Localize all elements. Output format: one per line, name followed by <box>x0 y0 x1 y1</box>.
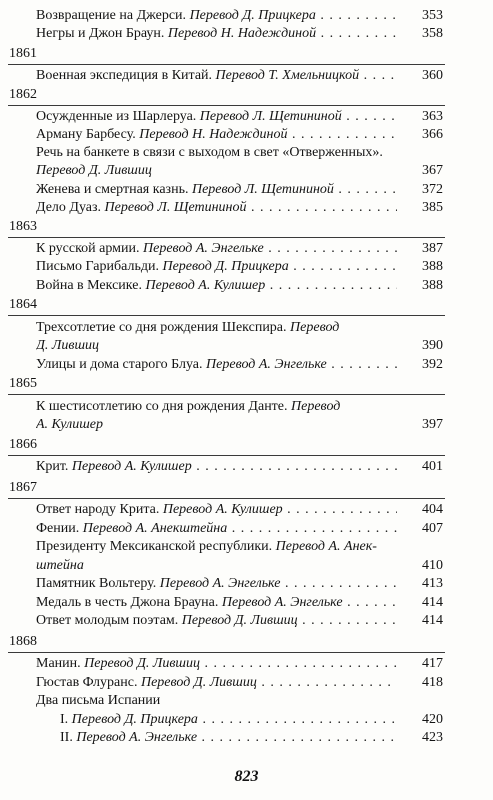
toc-entry <box>36 257 443 277</box>
toc-entry <box>36 107 443 127</box>
entry-text <box>36 143 443 163</box>
entry-page-number: 420 <box>422 712 443 727</box>
section-divider <box>8 455 445 456</box>
section-divider <box>8 652 445 653</box>
entry-text <box>36 336 397 356</box>
entry-translator: Перевод <box>290 320 340 335</box>
entry-page-number: 360 <box>422 68 443 83</box>
entry-text <box>36 107 397 127</box>
entry-text <box>36 161 397 181</box>
entry-translator: Перевод Д. Прицкера <box>71 712 198 727</box>
entry-translator: Перевод А. Кулишер <box>162 502 283 517</box>
entry-text <box>36 125 397 145</box>
year-heading: 1863 <box>9 219 37 234</box>
entry-title: Дело Дуаз. <box>36 200 102 215</box>
entry-page-number: 410 <box>422 558 443 573</box>
entry-translator: Перевод А. Энгельке <box>143 241 264 256</box>
toc-entry <box>36 654 443 674</box>
entry-text <box>36 611 397 631</box>
entry-text <box>36 180 397 200</box>
entry-text <box>36 457 397 477</box>
section-divider <box>8 315 445 316</box>
entry-translator: Перевод Д. Лившиц <box>84 656 201 671</box>
entry-title: К русской армии. <box>36 241 140 256</box>
entry-text <box>36 239 397 259</box>
entry-translator: Перевод А. Энгельке <box>76 730 198 745</box>
page-number: 823 <box>234 768 259 785</box>
entry-translator: Д. Лившиц <box>36 338 100 353</box>
entry-translator: Перевод А. Анекштейна <box>82 521 228 536</box>
year-heading: 1868 <box>9 634 37 649</box>
entry-title: Возвращение на Джерси. <box>36 8 187 23</box>
year-heading: 1866 <box>9 437 37 452</box>
entry-title: Женева и смертная казнь. <box>36 182 189 197</box>
entry-text <box>36 593 397 613</box>
entry-text <box>36 355 397 375</box>
toc-entry <box>60 710 443 730</box>
entry-title: Трехсотлетие со дня рождения Шекспира. <box>36 320 287 335</box>
year-heading: 1861 <box>9 46 37 61</box>
entry-text <box>36 654 397 674</box>
toc-entry <box>36 500 443 520</box>
toc-entry <box>36 180 443 200</box>
entry-page-number: 414 <box>422 613 443 628</box>
entry-translator: Перевод Л. Щетининой <box>104 200 247 215</box>
entry-page-number: 414 <box>422 595 443 610</box>
section-divider <box>8 498 445 499</box>
entry-text <box>60 728 397 748</box>
entry-page-number: 388 <box>422 278 443 293</box>
toc-entry <box>36 239 443 259</box>
section-divider <box>8 237 445 238</box>
entry-translator: штейна <box>36 558 84 573</box>
toc-entry <box>36 198 443 218</box>
entry-translator: Перевод Н. Надеждиной <box>167 26 317 41</box>
entry-translator: Перевод Д. Лившиц <box>181 613 298 628</box>
entry-title: Улицы и дома старого Блуа. <box>36 357 203 372</box>
entry-title: II. <box>60 730 73 745</box>
entry-title: Письмо Гарибальди. <box>36 259 159 274</box>
entry-text <box>36 673 397 693</box>
entry-title: Осужденные из Шарлеруа. <box>36 109 197 124</box>
entry-page-number: 388 <box>422 259 443 274</box>
entry-title: I. <box>60 712 69 727</box>
entry-translator: Перевод Д. Лившиц <box>36 163 152 178</box>
entry-title: Война в Мексике. <box>36 278 142 293</box>
entry-page-number: 367 <box>422 163 443 178</box>
entry-title: Фении. <box>36 521 80 536</box>
entry-text <box>36 276 397 296</box>
entry-text <box>36 500 397 520</box>
entry-translator: Перевод Н. Надеждиной <box>139 127 288 142</box>
toc-entry <box>36 143 443 163</box>
toc-entry <box>36 593 443 613</box>
entry-text <box>36 519 397 539</box>
year-heading: 1867 <box>9 480 37 495</box>
entry-title: Ответ народу Крита. <box>36 502 160 517</box>
toc-entry <box>36 556 443 576</box>
entry-page-number: 358 <box>422 26 443 41</box>
entry-translator: Перевод А. Энгельке <box>159 576 281 591</box>
entry-title: Речь на банкете в связи с выходом в свет «Отверженных». <box>36 145 383 160</box>
section-divider <box>8 64 445 65</box>
entry-page-number: 353 <box>422 8 443 23</box>
entry-title: Памятник Вольтеру. <box>36 576 157 591</box>
entry-translator: Перевод А. Энгельке <box>206 357 327 372</box>
entry-page-number: 363 <box>422 109 443 124</box>
toc-entry <box>36 691 443 711</box>
entry-title: Негры и Джон Браун. <box>36 26 165 41</box>
toc-entry <box>36 611 443 631</box>
entry-text <box>36 537 443 557</box>
toc-entry <box>36 537 443 557</box>
entry-text <box>36 556 397 576</box>
entry-translator: Перевод А. Кулишер <box>145 278 266 293</box>
entry-text <box>36 6 397 26</box>
entry-title: Крит. <box>36 459 69 474</box>
toc-entry <box>36 397 443 417</box>
entry-page-number: 418 <box>422 675 443 690</box>
entry-title: Медаль в честь Джона Брауна. <box>36 595 219 610</box>
entry-page-number: 413 <box>422 576 443 591</box>
entry-text <box>36 257 397 277</box>
toc-entry <box>36 318 443 338</box>
toc-entry <box>36 336 443 356</box>
entry-translator: Перевод Д. Лившиц <box>140 675 257 690</box>
entry-title: Манин. <box>36 656 81 671</box>
entry-text <box>36 415 397 435</box>
entry-translator: Перевод Д. Прицкера <box>162 259 289 274</box>
toc-entry <box>36 24 443 44</box>
entry-translator: Перевод А. Кулишер <box>71 459 192 474</box>
year-heading: 1865 <box>9 376 37 391</box>
toc-entry <box>60 728 443 748</box>
entry-page-number: 372 <box>422 182 443 197</box>
toc-entry <box>36 574 443 594</box>
entry-translator: Перевод А. Энгельке <box>221 595 343 610</box>
entry-page-number: 404 <box>422 502 443 517</box>
entry-page-number: 401 <box>422 459 443 474</box>
section-divider <box>8 105 445 106</box>
entry-translator: Перевод Л. Щетининой <box>191 182 334 197</box>
entry-title: Арману Барбесу. <box>36 127 136 142</box>
entry-title: Ответ молодым поэтам. <box>36 613 179 628</box>
entry-page-number: 417 <box>422 656 443 671</box>
entry-page-number: 387 <box>422 241 443 256</box>
entry-text <box>36 24 397 44</box>
entry-page-number: 423 <box>422 730 443 745</box>
entry-translator: Перевод Л. Щетининой <box>199 109 342 124</box>
toc-entry <box>36 125 443 145</box>
entry-page-number: 366 <box>422 127 443 142</box>
entry-text <box>36 574 397 594</box>
entry-text <box>60 710 397 730</box>
entry-translator: Перевод Д. Прицкера <box>189 8 316 23</box>
entry-page-number: 390 <box>422 338 443 353</box>
year-heading: 1864 <box>9 297 37 312</box>
toc-entry <box>36 276 443 296</box>
entry-title: Президенту Мексиканской республики. <box>36 539 273 554</box>
entry-text <box>36 691 443 711</box>
entry-page-number: 407 <box>422 521 443 536</box>
entry-translator: Перевод <box>291 399 341 414</box>
toc-entry <box>36 161 443 181</box>
year-heading: 1862 <box>9 87 37 102</box>
entry-text <box>36 198 397 218</box>
entry-page-number: 392 <box>422 357 443 372</box>
entry-title: Гюстав Флуранс. <box>36 675 138 690</box>
entry-page-number: 385 <box>422 200 443 215</box>
entry-translator: Перевод Т. Хмельницкой <box>215 68 360 83</box>
toc-entry <box>36 457 443 477</box>
toc-entry <box>36 519 443 539</box>
entry-text <box>36 66 397 86</box>
entry-title: К шестисотлетию со дня рождения Данте. <box>36 399 288 414</box>
section-divider <box>8 394 445 395</box>
entry-text <box>36 318 443 338</box>
entry-title: Военная экспедиция в Китай. <box>36 68 213 83</box>
toc-entry <box>36 415 443 435</box>
entry-translator: Перевод А. Анек- <box>275 539 377 554</box>
toc-entry <box>36 355 443 375</box>
entry-page-number: 397 <box>422 417 443 432</box>
toc-entry <box>36 66 443 86</box>
entry-translator: А. Кулишер <box>36 417 103 432</box>
toc-entry <box>36 6 443 26</box>
entry-text <box>36 397 443 417</box>
toc-entry <box>36 673 443 693</box>
entry-title: Два письма Испании <box>36 693 161 708</box>
